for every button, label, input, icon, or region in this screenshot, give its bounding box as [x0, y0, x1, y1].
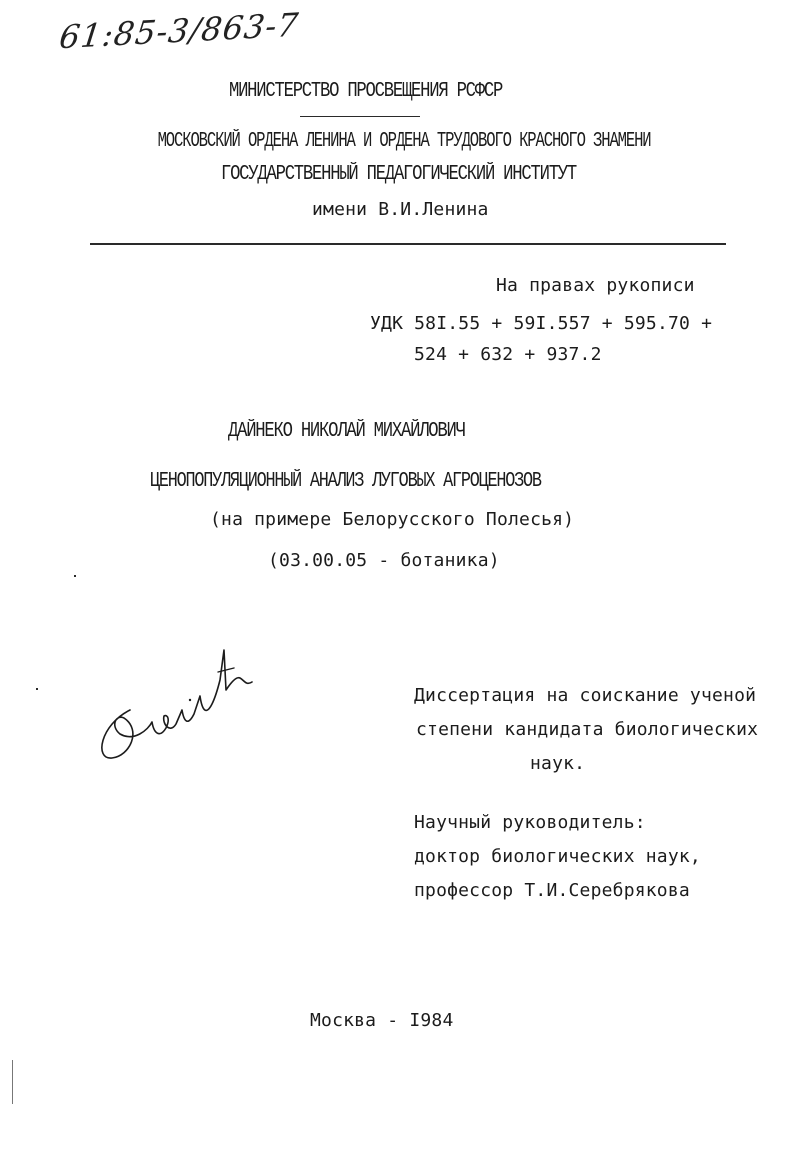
institute-text-1: МОСКОВСКИЙ ОРДЕНА ЛЕНИНА И ОРДЕНА ТРУДОВОГО КРАСНОГО ЗНАМЕНИ: [157, 130, 651, 153]
udc-line-2: 524 + 632 + 937.2: [414, 344, 602, 365]
institute-text-2: ГОСУДАРСТВЕННЫЙ ПЕДАГОГИЧЕСКИЙ ИНСТИТУТ: [220, 163, 576, 186]
institute-line-2: [0, 163, 796, 186]
header-divider: [90, 243, 726, 245]
scan-artifact-dot: [36, 688, 38, 690]
institute-line-1: [6, 130, 796, 153]
title-main: ЦЕНОПОПУЛЯЦИОННЫЙ АНАЛИЗ ЛУГОВЫХ АГРОЦЕНОЗОВ: [150, 470, 541, 493]
supervisor-name: профессор Т.И.Серебрякова: [414, 880, 690, 901]
ministry-text: МИНИСТЕРСТВО ПРОСВЕЩЕНИЯ РСФСР: [229, 80, 503, 103]
scan-artifact-dot: [74, 575, 76, 577]
short-divider: [300, 116, 420, 117]
archive-mark: 61:85-3/863-7: [57, 5, 302, 57]
ministry-line: [0, 80, 764, 103]
dissertation-line-1: Диссертация на соискание ученой: [414, 685, 757, 706]
supervisor-degree: доктор биологических наук,: [414, 846, 701, 867]
supervisor-label: Научный руководитель:: [414, 812, 646, 833]
title-subtitle: (на примере Белорусского Полесья): [210, 509, 575, 530]
dissertation-line-3: наук.: [530, 753, 586, 774]
dissertation-line-2: степени кандидата биологических: [416, 719, 759, 740]
scan-artifact-line: [12, 1060, 13, 1104]
manuscript-rights: На правах рукописи: [496, 275, 695, 296]
specialty: (03.00.05 - ботаника): [268, 550, 500, 571]
handwritten-signature: [90, 630, 270, 770]
place-year: Москва - I984: [310, 1010, 454, 1031]
author-line: [228, 420, 517, 443]
title-line: [150, 470, 639, 493]
udc-line-1: УДК 58I.55 + 59I.557 + 595.70 +: [370, 313, 713, 334]
institute-name-line: имени В.И.Ленина: [312, 199, 489, 220]
author-name: ДАЙНЕКО НИКОЛАЙ МИХАЙЛОВИЧ: [228, 420, 465, 443]
